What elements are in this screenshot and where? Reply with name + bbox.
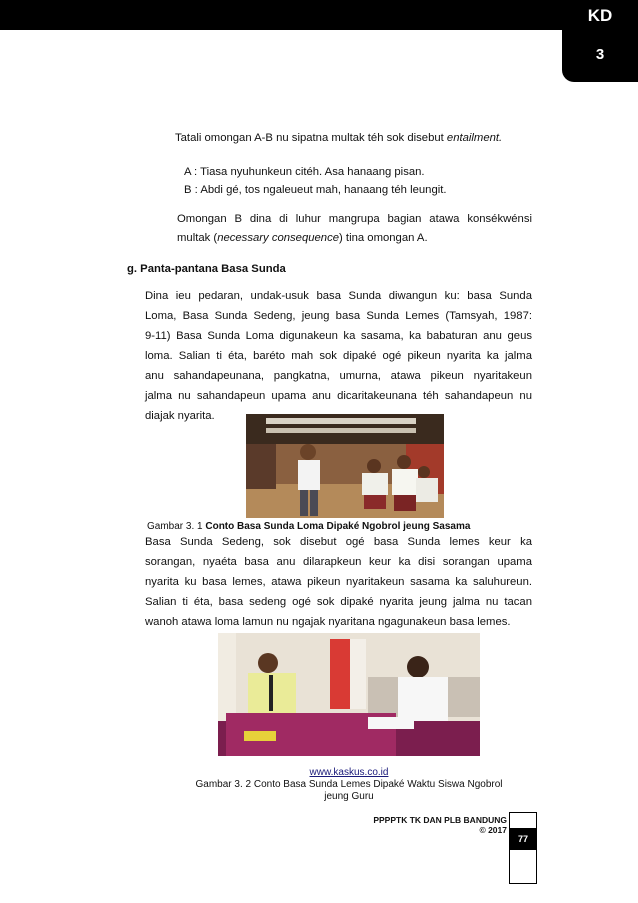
para2-line: Salian ti éta, basa sedeng ogé sok dipaké nyarita jeung jalma nu tacan [145, 596, 532, 608]
kd-tab [562, 0, 638, 82]
entailment-term: entailment. [446, 132, 503, 144]
figure-1-caption-title: Conto Basa Sunda Loma Dipaké Ngobrol jeung Sasama [205, 521, 471, 532]
section-heading: g. Panta-pantana Basa Sunda [127, 263, 286, 275]
footer-org [373, 815, 507, 835]
para1-line: 9-11) Basa Sunda Loma digunakeun ka sasama, ka babaturan anu geus [145, 330, 532, 342]
footer-org-name: PPPPTK TK DAN PLB BANDUNG [373, 815, 507, 825]
para1-line: jalma nu sahandapeun upama anu dicaritakeunana téh sahandapeun nu [145, 390, 532, 402]
entailment-line: Tatali omongan A-B nu sipatna multak téh sok disebut entailment. [175, 132, 503, 144]
para2-line: sorangan, nyaéta basa anu dilarapkeun keur ka disi sorangan upama [145, 556, 532, 568]
figure-2-source[interactable]: www.kaskus.co.id [309, 767, 389, 778]
para1-line: Dina ieu pedaran, undak-usuk basa Sunda diwangun ku: basa Sunda [145, 290, 532, 302]
top-bar [0, 0, 638, 30]
para2-line: nyarita ku basa lemes, atawa pikeun nyaritakeun sasama ka saluhureun. [145, 576, 532, 588]
consequence-line-1: Omongan B dina di luhur mangrupa bagian atawa konsékwénsi [177, 213, 532, 225]
kd-label: KD [587, 6, 613, 25]
para1-line: Loma, Basa Sunda Sedeng, jeung basa Sunda Lemes (Tamsyah, 1987: [145, 310, 532, 322]
kd-number: 3 [595, 46, 605, 63]
figure-1-caption: Gambar 3. 1 Conto Basa Sunda Loma Dipaké Ngobrol jeung Sasama [147, 521, 471, 532]
para1-line: loma. Salian ti éta, baréto mah sok dipaké ogé pikeun nyarita ka jalma [145, 350, 532, 362]
para1-line: anu sahandapeunana, pangkatna, umurna, atawa pikeun nyaritakeun [145, 370, 532, 382]
para2-last-line: wanoh atawa loma lamun nu ngajak nyaritana ngagunakeun basa lemes. [145, 616, 511, 628]
example-a: A : Tiasa nyuhunkeun citéh. Asa hanaang pisan. [184, 166, 425, 178]
figure-1-photo [246, 414, 444, 518]
figure-2-caption-line-1: Gambar 3. 2 Conto Basa Sunda Lemes Dipaké Waktu Siswa Ngobrol [195, 779, 503, 790]
para1-last-line: diajak nyarita. [145, 410, 215, 422]
page-number: 77 [509, 828, 537, 850]
figure-2-caption-line-2: jeung Guru [324, 791, 374, 802]
figure-2-photo [218, 633, 480, 756]
para2-line: Basa Sunda Sedeng, sok disebut ogé basa Sunda lemes keur ka [145, 536, 532, 548]
consequence-term: necessary consequence [217, 232, 340, 244]
consequence-line-2: multak (necessary consequence) tina omongan A. [177, 232, 428, 244]
footer-copyright: © 2017 [479, 825, 507, 835]
example-b: B : Abdi gé, tos ngaleueut mah, hanaang téh leungit. [184, 184, 447, 196]
